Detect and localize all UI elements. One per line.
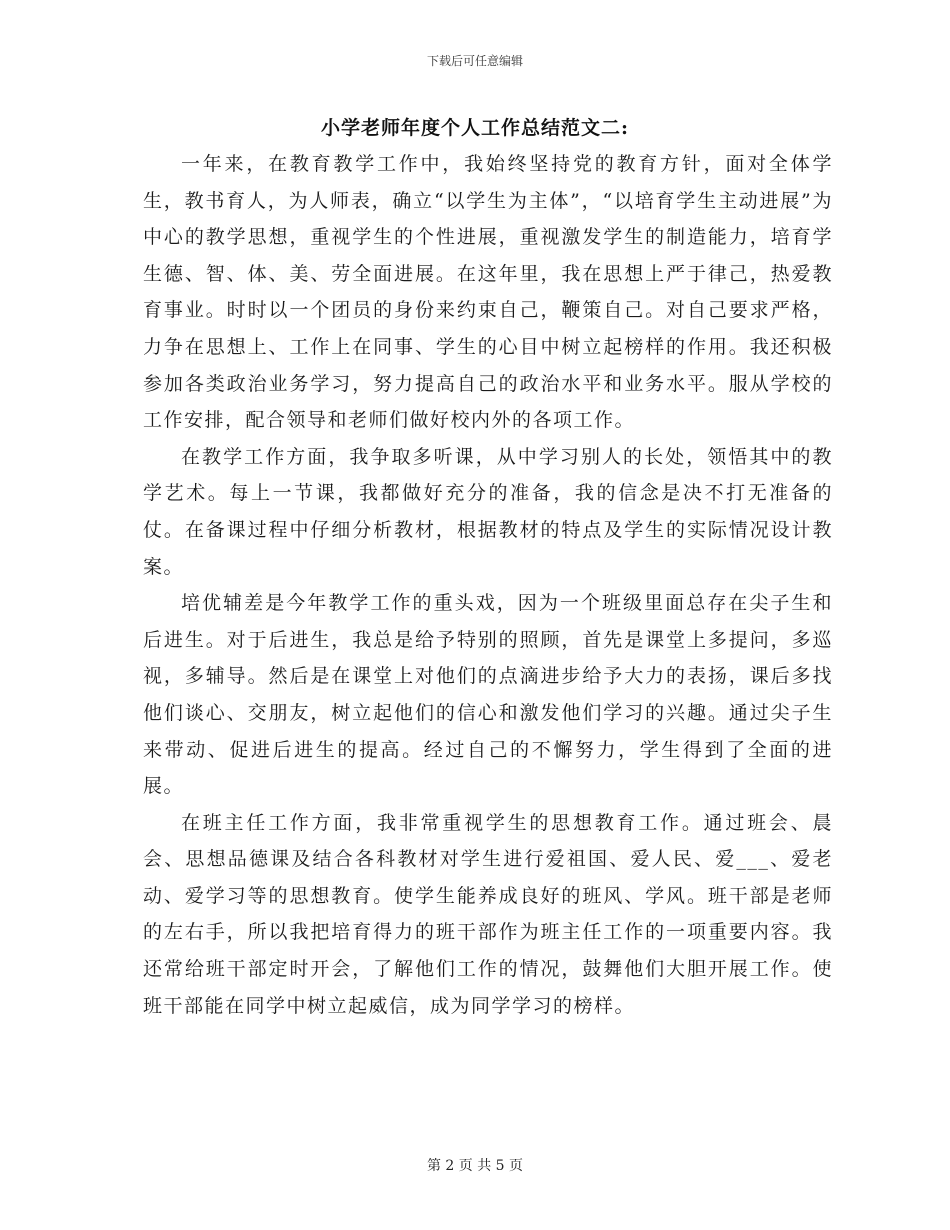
page-indicator: 第 2 页 共 5 页 [426,1158,524,1174]
header-note: 下载后可任意编辑 [426,54,523,68]
document-body [143,146,833,1024]
paragraph: 在班主任工作方面，我非常重视学生的思想教育工作。通过班会、晨会、思想品德课及结合各科教材对学生进行爱祖国、爱人民、爱___、爱老动、爱学习等的思想教育。使学生能养成良好的班风、学风。班干部是老师的左右手，所以我把培育得力的班干部作为班主任工作的一项重要内容。我还常给班干部定时开会，了解他们工作的情况，鼓舞他们大胆开展工作。使班干部能在同学中树立起威信，成为同学学习的榜样。 [143,811,833,1017]
paragraph: 培优辅差是今年教学工作的重头戏，因为一个班级里面总存在尖子生和后进生。对于后进生，我总是给予特别的照顾，首先是课堂上多提问，多巡视，多辅导。然后是在课堂上对他们的点滴进步给予大力的表扬，课后多找他们谈心、交朋友，树立起他们的信心和激发他们学习的兴趣。通过尖子生来带动、促进后进生的提高。经过自己的不懈努力，学生得到了全面的进展。 [143,592,833,798]
paragraph: 在教学工作方面，我争取多听课，从中学习别人的长处，领悟其中的教学艺术。每上一节课，我都做好充分的准备，我的信念是决不打无准备的仗。在备课过程中仔细分析教材，根据教材的特点及学生的实际情况设计教案。 [143,445,833,578]
document-title: 小学老师年度个人工作总结范文二: [320,117,629,139]
paragraph: 一年来，在教育教学工作中，我始终坚持党的教育方针，面对全体学生，教书育人，为人师表，确立“以学生为主体”，“以培育学生主动进展”为中心的教学思想，重视学生的个性进展，重视激发学生的制造能力，培育学生德、智、体、美、劳全面进展。在这年里，我在思想上严于律己，热爱教育事业。时时以一个团员的身份来约束自己，鞭策自己。对自己要求严格，力争在思想上、工作上在同事、学生的心目中树立起榜样的作用。我还积极参加各类政治业务学习，努力提高自己的政治水平和业务水平。服从学校的工作安排，配合领导和老师们做好校内外的各项工作。 [143,153,833,432]
